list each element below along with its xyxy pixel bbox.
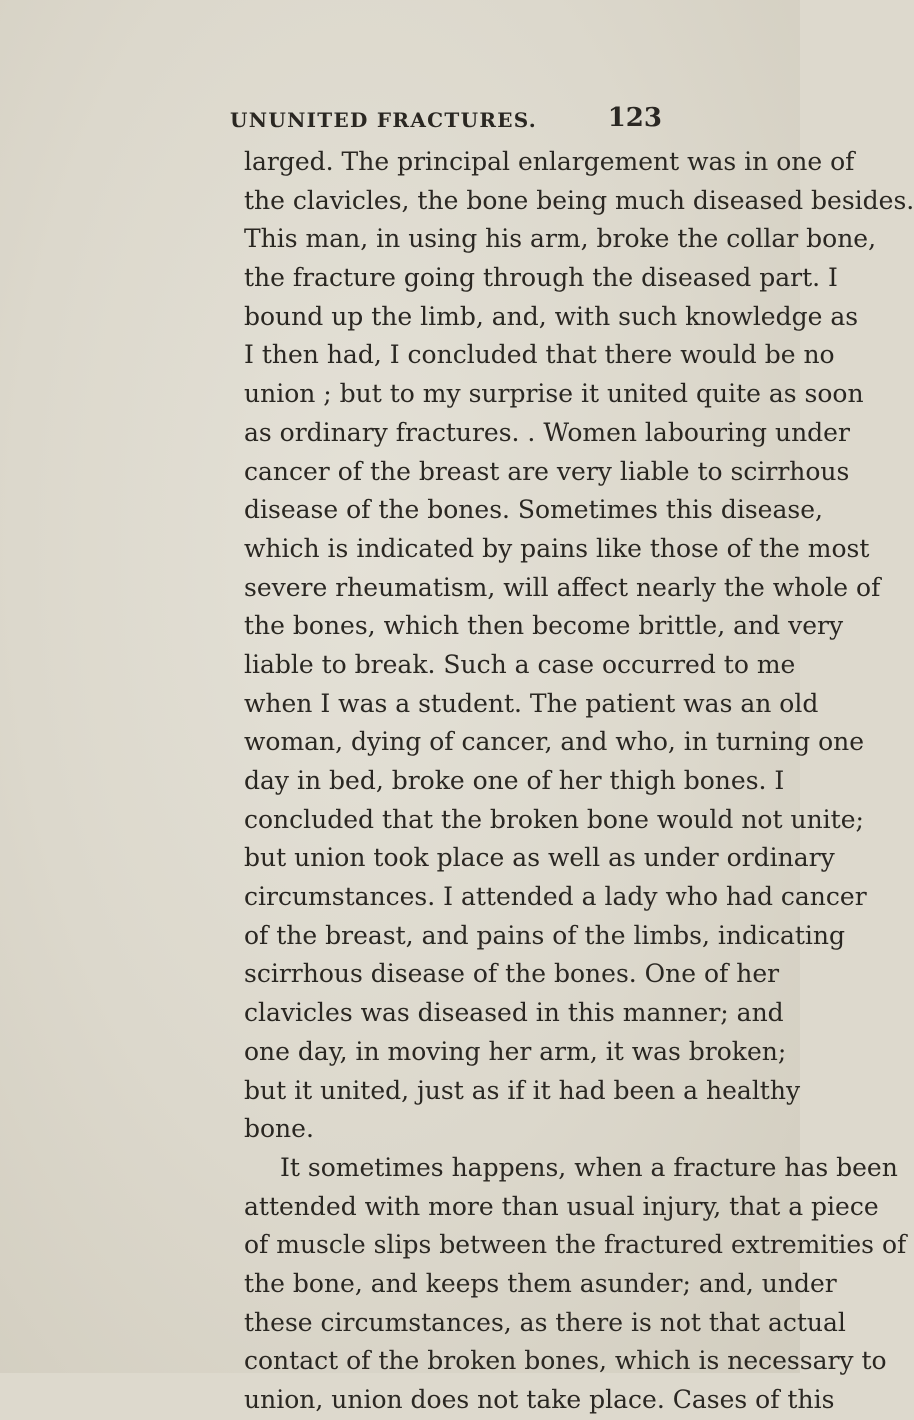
text-line: these circumstances, as there is not that actual [244, 1307, 846, 1337]
text-line: the bone, and keeps them asunder; and, under [244, 1268, 837, 1298]
text-line: larged. The principal enlargement was in one of [244, 147, 855, 176]
text-line: but it united, just as if it had been a healthy [244, 1075, 801, 1105]
text-line: the fracture going through the diseased part. I [244, 263, 838, 293]
text-line: the bones, which then become brittle, and very [244, 611, 844, 641]
text-line: contact of the broken bones, which is necessary to [244, 1346, 887, 1376]
text-line: This man, in using his arm, broke the collar bone, [244, 224, 877, 254]
text-line: cancer of the breast are very liable to scirrhous [244, 456, 850, 486]
text-line: which is indicated by pains like those of the most [244, 533, 870, 563]
page-header [230, 102, 662, 138]
text-line: scirrhous disease of the bones. One of her [244, 959, 780, 989]
text-line: woman, dying of cancer, and who, in turning one [244, 727, 865, 757]
text-line: day in bed, broke one of her thigh bones. I [244, 766, 785, 795]
text-line: of the breast, and pains of the limbs, indicating [244, 920, 846, 950]
text-line: one day, in moving her arm, it was broken; [244, 1036, 787, 1066]
text-line: severe rheumatism, will affect nearly the whole of [244, 572, 881, 602]
text-line: but union took place as well as under ordinary [244, 843, 835, 873]
text-line: attended with more than usual injury, that a piece [244, 1191, 879, 1221]
text-line: liable to break. Such a case occurred to me [244, 649, 796, 679]
text-line: of muscle slips between the fractured extremities of [244, 1230, 907, 1260]
text-line: as ordinary fractures. . Women labouring under [244, 417, 850, 447]
text-line: when I was a student. The patient was an old [244, 688, 819, 718]
paragraph-start-line: It sometimes happens, when a fracture has been [280, 1152, 898, 1182]
text-line: concluded that the broken bone would not unite; [244, 804, 864, 834]
text-line: union ; but to my surprise it united quite as soon [244, 379, 864, 409]
running-title: UNUNITED FRACTURES. [230, 108, 538, 132]
text-line: circumstances. I attended a lady who had cancer [244, 882, 867, 912]
text-line: the clavicles, the bone being much diseased besides. [244, 185, 914, 215]
text-line: bound up the limb, and, with such knowledge as [244, 301, 859, 331]
text-line: I then had, I concluded that there would be no [244, 340, 835, 370]
page-number: 123 [607, 103, 662, 133]
text-line: disease of the bones. Sometimes this disease, [244, 495, 823, 525]
text-line: union, union does not take place. Cases of this [244, 1385, 835, 1414]
paragraph-end-line: bone. [244, 1114, 314, 1144]
body-text [244, 143, 914, 1420]
text-line: clavicles was diseased in this manner; and [244, 998, 784, 1028]
